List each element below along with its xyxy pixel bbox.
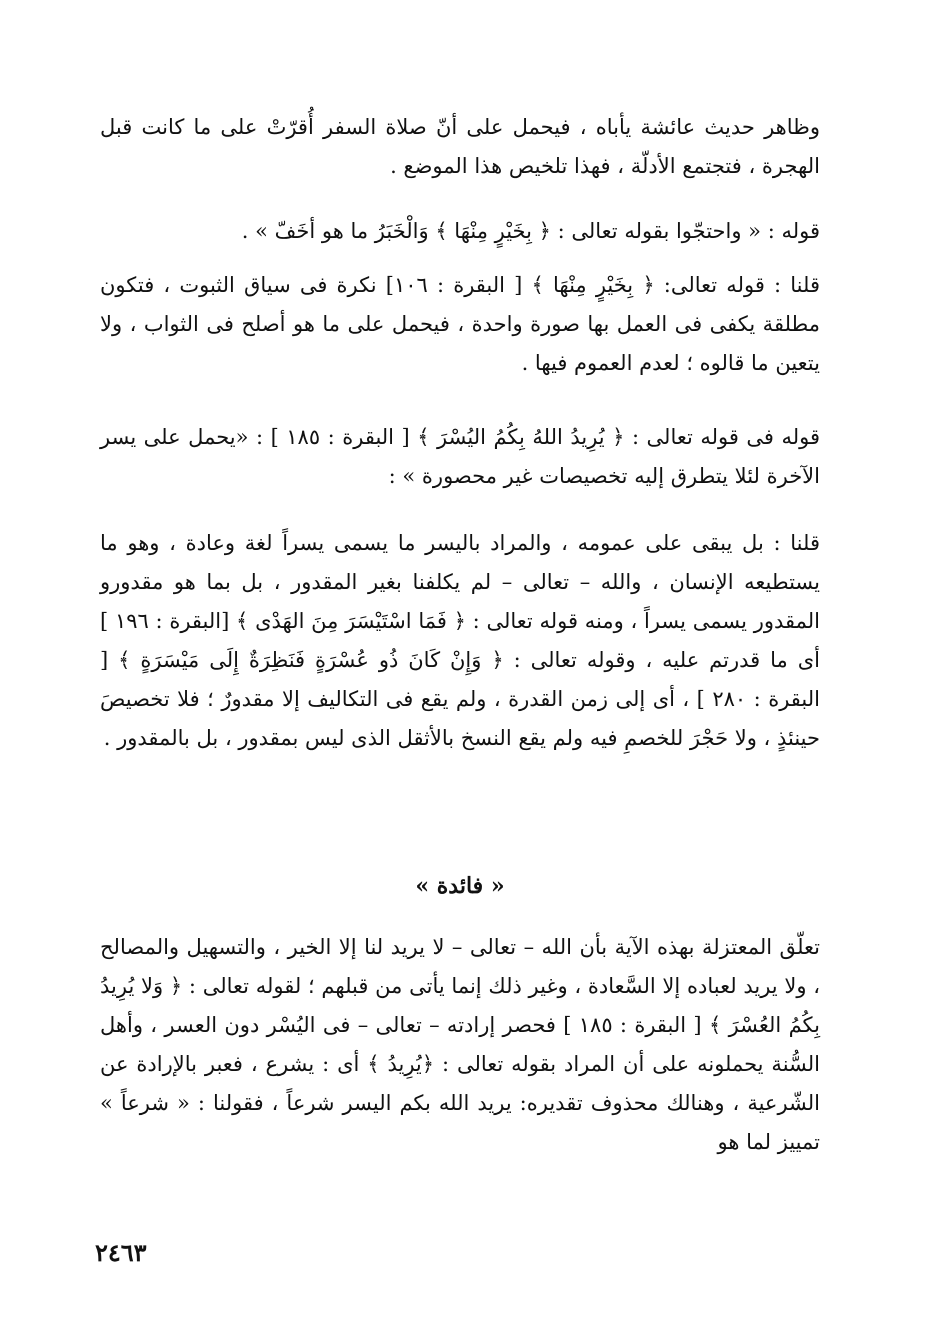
page-number: ٢٤٦٣	[95, 1238, 147, 1267]
paragraph-quote-ihtajju: قوله : « واحتجّوا بقوله تعالى : ﴿ بِخَيْرٍ مِنْهَا ﴾ وَالْخَبَرُ ما هو أخَفّ » .	[241, 219, 820, 243]
paragraph-quote-yusr: قوله فى قوله تعالى : ﴿ يُرِيدُ اللهُ بِكُمُ اليُسْرَ ﴾ [ البقرة : ١٨٥ ] : «يحمل على يسر الآخرة لئلا يتطرق إليه تخصيصات غير محصورة » :	[100, 425, 820, 488]
paragraph-mutazila: تعلّق المعتزلة بهذه الآية بأن الله – تعالى – لا يريد لنا إلا الخير ، والتسهيل والمصالح ، ولا يريد لعباده إلا السَّعادة ، وغير ذلك إنما يأتى من قبلهم ؛ لقوله تعالى : ﴿ وَلا يُرِيدُ بِكُمُ العُسْرَ ﴾ [ البقرة : ١٨٥ ] فحصر إرادته – تعالى – فى اليُسْر دون العسر ، وأهل السُّنة يحملونه على أن المراد بقوله تعالى : ﴿يُرِيدُ ﴾ أى : يشرع ، فعبر بالإرادة عن الشّرعية ، وهنالك محذوف تقديره: يريد الله بكم اليسر شرعاً ، فقولنا : « شرعاً » تمييز لما هو	[100, 935, 820, 1154]
paragraph-hadith-aisha: وظاهر حديث عائشة يأباه ، فيحمل على أنّ صلاة السفر أُقرّتْ على ما كانت قبل الهجرة ، فتجتمع الأدلّة ، فهذا تلخيص هذا الموضع .	[100, 115, 820, 178]
paragraph-reply-umum: قلنا : بل يبقى على عمومه ، والمراد باليسر ما يسمى يسراً لغة وعادة ، وهو ما يستطيعه الإنسان ، والله – تعالى – لم يكلفنا بغير المقدور ، بل بما هو مقدورو المقدور يسمى يسراً ، ومنه قوله تعالى : ﴿ فَمَا اسْتَيْسَرَ مِنَ الهَدْى ﴾ [البقرة : ١٩٦ ] أى ما قدرتم عليه ، وقوله تعالى : ﴿ وَإِنْ كَانَ ذُو عُسْرَةٍ فَنَظِرَةٌ إِلَى مَيْسَرَةٍ ﴾ [ البقرة : ٢٨٠ ] ، أى إلى زمن القدرة ، ولم يقع فى التكاليف إلا مقدورٌ ؛ فلا تخصيصَ حينئذٍ ، ولا حَجْرَ للخصمِ فيه ولم يقع النسخ بالأثقل الذى ليس بمقدور ، بل بالمقدور .	[100, 531, 820, 750]
section-heading-faida: « فائدة »	[415, 873, 505, 899]
paragraph-reply-bikhayr: قلنا : قوله تعالى: ﴿ بِخَيْرٍ مِنْهَا ﴾ [ البقرة : ١٠٦] نكرة فى سياق الثبوت ، فتكون مطلقة يكفى فى العمل بها صورة واحدة ، فيحمل على ما هو أصلح فى الثواب ، ولا يتعين ما قالوه ؛ لعدم العموم فيها .	[100, 273, 820, 375]
